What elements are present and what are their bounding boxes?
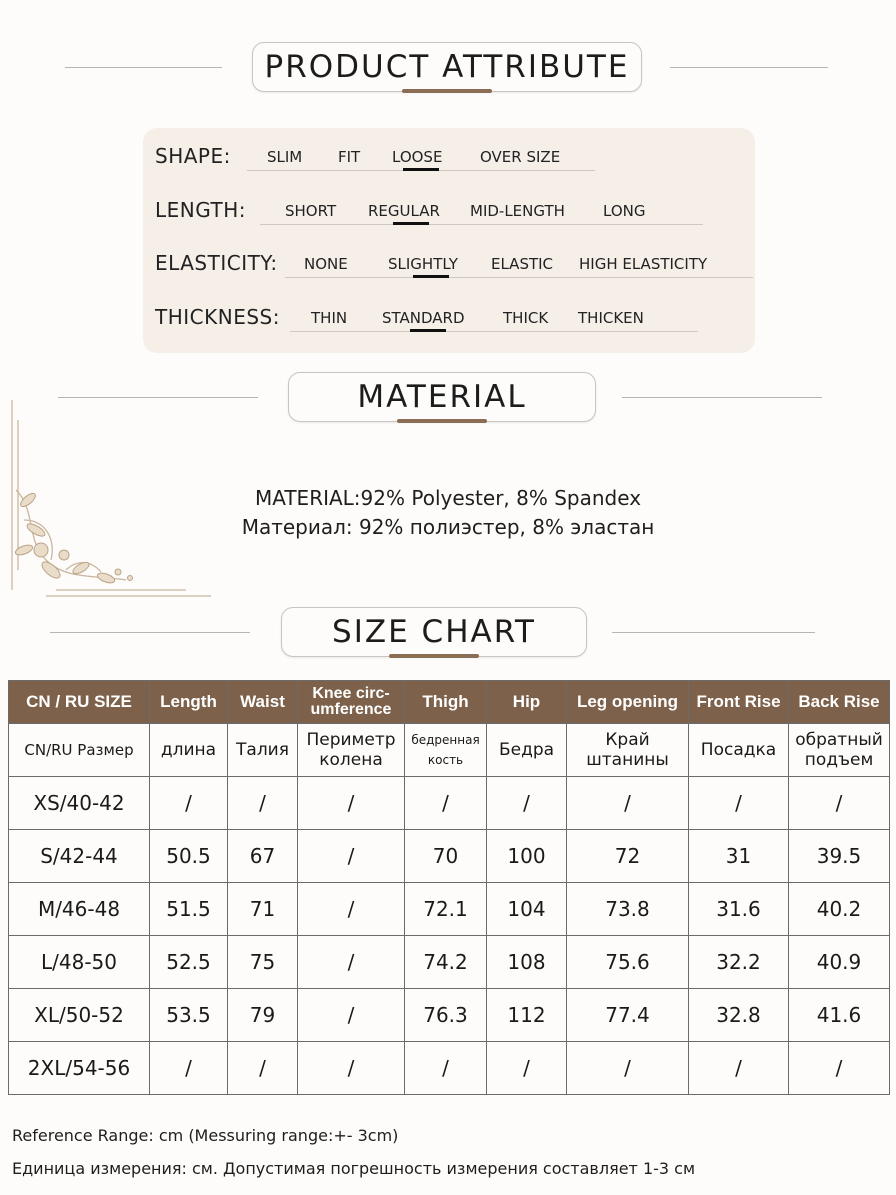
col-header-ru: Бедра [487, 724, 567, 777]
col-header-ru: Посадка [689, 724, 789, 777]
col-header: Back Rise [789, 681, 890, 724]
attr-option: THICKEN [578, 309, 644, 327]
table-cell: 70 [405, 830, 487, 883]
selected-marker [403, 168, 439, 171]
table-cell: 76.3 [405, 989, 487, 1042]
selected-marker [393, 222, 429, 225]
table-cell: / [405, 777, 487, 830]
col-header: Hip [487, 681, 567, 724]
table-cell: 75 [228, 936, 298, 989]
product-attribute-heading [0, 42, 896, 92]
attr-label: LENGTH: [155, 198, 247, 222]
table-cell: 40.9 [789, 936, 890, 989]
section-title-pill [252, 42, 642, 92]
attr-label: THICKNESS: [155, 305, 280, 329]
size-chart-table [8, 680, 890, 1095]
attr-option: THICK [503, 309, 549, 327]
title-underbar [402, 89, 492, 93]
table-cell: / [298, 830, 405, 883]
reference-note-en: Reference Range: cm (Messuring range:+- 3cm) [12, 1126, 399, 1145]
title-underbar [397, 419, 487, 423]
col-header: Length [150, 681, 228, 724]
table-cell: / [689, 1042, 789, 1095]
section-title-pill [288, 372, 596, 422]
table-cell: / [228, 1042, 298, 1095]
table-cell: 40.2 [789, 883, 890, 936]
header-row-en [9, 681, 890, 724]
attr-label: ELASTICITY: [155, 251, 278, 275]
attr-option: ELASTIC [491, 255, 554, 273]
attr-option-selected: STANDARD [382, 309, 465, 327]
section-title: SIZE CHART [332, 614, 536, 650]
table-cell: 39.5 [789, 830, 890, 883]
table-cell: / [487, 777, 567, 830]
attr-option-selected: REGULAR [368, 202, 440, 220]
table-cell: 108 [487, 936, 567, 989]
divider-right [670, 67, 828, 68]
table-cell: 100 [487, 830, 567, 883]
col-header-ru: длина [150, 724, 228, 777]
table-cell: 77.4 [567, 989, 689, 1042]
attribute-card [143, 128, 755, 353]
table-cell: / [789, 1042, 890, 1095]
table-cell: / [298, 1042, 405, 1095]
table-cell: 79 [228, 989, 298, 1042]
attr-option: THIN [311, 309, 348, 327]
table-cell: 53.5 [150, 989, 228, 1042]
attr-rule [285, 277, 753, 278]
table-cell: 32.2 [689, 936, 789, 989]
table-cell: / [150, 1042, 228, 1095]
section-title: MATERIAL [357, 379, 527, 415]
table-cell: 71 [228, 883, 298, 936]
section-title-pill [281, 607, 587, 657]
table-row [9, 883, 890, 936]
table-cell: / [567, 1042, 689, 1095]
size-cell: M/46-48 [9, 883, 150, 936]
title-underbar [389, 654, 479, 658]
col-header-ru: обратный подъем [789, 724, 890, 777]
table-cell: / [298, 883, 405, 936]
divider-left [65, 67, 222, 68]
size-cell: XS/40-42 [9, 777, 150, 830]
table-row [9, 830, 890, 883]
divider-right [612, 632, 815, 633]
material-en: MATERIAL:92% Polyester, 8% Spandex [254, 486, 642, 510]
attr-option: NONE [304, 255, 348, 273]
col-header-ru: Талия [228, 724, 298, 777]
reference-note-ru: Единица измерения: см. Допустимая погрешность измерения составляет 1-3 см [12, 1159, 696, 1178]
table-cell: 67 [228, 830, 298, 883]
table-cell: 72 [567, 830, 689, 883]
attr-rule [260, 224, 703, 225]
selected-marker [410, 329, 446, 332]
col-header-ru: Край штанины [567, 724, 689, 777]
table-cell: 74.2 [405, 936, 487, 989]
table-cell: / [228, 777, 298, 830]
table-cell: 73.8 [567, 883, 689, 936]
attr-option: SHORT [285, 202, 337, 220]
attr-option: LONG [603, 202, 646, 220]
attr-row-length [155, 198, 755, 228]
col-header: Front Rise [689, 681, 789, 724]
col-header: Leg opening [567, 681, 689, 724]
attr-row-thickness [155, 305, 755, 335]
attr-option-selected: SLIGHTLY [388, 255, 458, 273]
attr-row-elasticity [155, 251, 755, 281]
table-cell: / [689, 777, 789, 830]
table-row [9, 936, 890, 989]
size-cell: S/42-44 [9, 830, 150, 883]
divider-right [622, 397, 822, 398]
table-cell: / [405, 1042, 487, 1095]
col-header-ru: бедренная кость [405, 724, 487, 777]
col-header-ru: CN/RU Размер [9, 724, 150, 777]
table-cell: / [487, 1042, 567, 1095]
attr-option: FIT [338, 148, 361, 166]
table-cell: 31 [689, 830, 789, 883]
col-header: CN / RU SIZE [9, 681, 150, 724]
table-cell: 51.5 [150, 883, 228, 936]
header-row-ru [9, 724, 890, 777]
divider-left [50, 632, 250, 633]
table-cell: 104 [487, 883, 567, 936]
col-header: Thigh [405, 681, 487, 724]
table-cell: / [298, 936, 405, 989]
col-header: Waist [228, 681, 298, 724]
size-cell: 2XL/54-56 [9, 1042, 150, 1095]
table-row [9, 777, 890, 830]
attr-option: HIGH ELASTICITY [579, 255, 708, 273]
table-cell: 112 [487, 989, 567, 1042]
table-cell: 41.6 [789, 989, 890, 1042]
table-row [9, 1042, 890, 1095]
col-header-ru: Периметр колена [298, 724, 405, 777]
table-cell: / [567, 777, 689, 830]
section-title: PRODUCT ATTRIBUTE [264, 49, 630, 85]
attr-row-shape [155, 144, 755, 174]
table-cell: 52.5 [150, 936, 228, 989]
table-cell: / [298, 777, 405, 830]
table-cell: 50.5 [150, 830, 228, 883]
attr-option-selected: LOOSE [392, 148, 443, 166]
size-cell: L/48-50 [9, 936, 150, 989]
table-cell: / [298, 989, 405, 1042]
material-ru: Материал: 92% полиэстер, 8% эластан [241, 515, 655, 539]
selected-marker [413, 275, 449, 278]
table-cell: 31.6 [689, 883, 789, 936]
attr-option: OVER SIZE [480, 148, 561, 166]
table-cell: 32.8 [689, 989, 789, 1042]
table-cell: 75.6 [567, 936, 689, 989]
attr-option: MID-LENGTH [470, 202, 565, 220]
table-cell: / [150, 777, 228, 830]
table-row [9, 989, 890, 1042]
attr-label: SHAPE: [155, 144, 231, 168]
size-chart-heading [0, 607, 896, 657]
size-cell: XL/50-52 [9, 989, 150, 1042]
table-cell: 72.1 [405, 883, 487, 936]
table-cell: / [789, 777, 890, 830]
divider-left [58, 397, 258, 398]
attr-option: SLIM [267, 148, 303, 166]
col-header: Knee circ-umference [298, 681, 405, 724]
attr-rule [290, 331, 698, 332]
